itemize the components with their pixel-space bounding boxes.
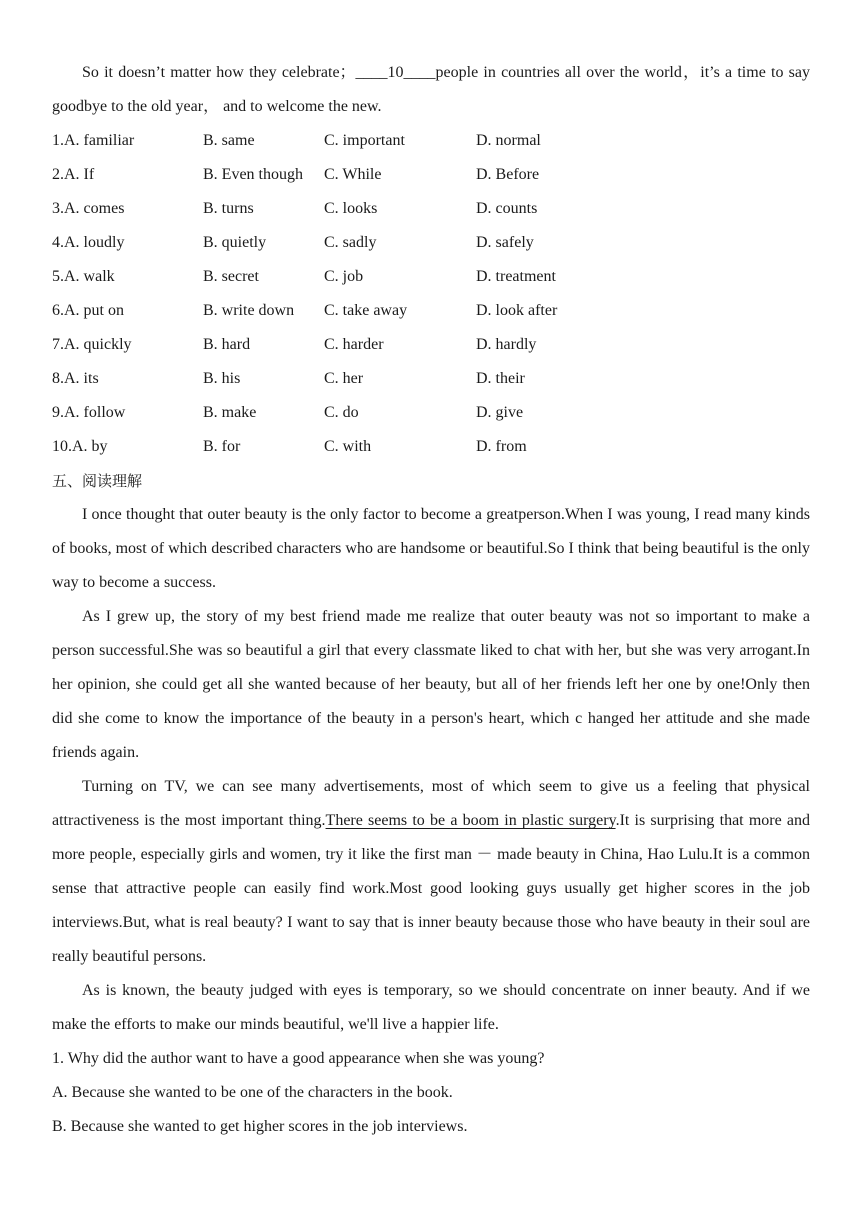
option-c: C. While (324, 166, 382, 183)
option-b: B. secret (203, 268, 259, 285)
option-row (52, 396, 810, 430)
option-d: D. give (476, 404, 524, 421)
paragraph-3-intro: Turning on TV, we can see many advertisements, most of which seem to give us a feeling that physical attractiveness is the most important thing. (52, 778, 810, 829)
option-d: D. treatment (476, 268, 556, 285)
reading-paragraph-3 (52, 770, 810, 974)
document-page (52, 56, 810, 1144)
option-b: B. Even though (203, 166, 303, 183)
option-d: D. counts (476, 200, 538, 217)
section-heading: 五、阅读理解 (52, 472, 143, 490)
option-d: D. Before (476, 166, 540, 183)
option-b: B. same (203, 132, 255, 149)
option-c: C. take away (324, 302, 408, 319)
option-c: C. sadly (324, 234, 377, 251)
option-a: 4.A. loudly (52, 234, 125, 251)
option-row (52, 430, 810, 464)
option-d: D. hardly (476, 336, 537, 353)
option-a: 2.A. If (52, 166, 95, 183)
option-a: 5.A. walk (52, 268, 115, 285)
option-row (52, 328, 810, 362)
option-b: B. quietly (203, 234, 267, 251)
option-b: B. his (203, 370, 241, 387)
option-row (52, 124, 810, 158)
question-1-option-a: A. Because she wanted to be one of the characters in the book. (52, 1084, 453, 1101)
option-b: B. make (203, 404, 257, 421)
option-a: 9.A. follow (52, 404, 126, 421)
cloze-options-list (52, 124, 810, 464)
option-a: 3.A. comes (52, 200, 125, 217)
option-row (52, 294, 810, 328)
option-b: B. hard (203, 336, 251, 353)
reading-paragraph-4: As is known, the beauty judged with eyes is temporary, so we should concentrate on inner beauty. And if we make the efforts to make our minds beautiful, we'll live a happier life. (52, 982, 810, 1033)
option-c: C. her (324, 370, 364, 387)
option-b: B. turns (203, 200, 254, 217)
option-c: C. with (324, 438, 372, 455)
reading-paragraph-2: As I grew up, the story of my best friend made me realize that outer beauty was not so important to make a person successful.She was so beautiful a girl that every classmate liked to chat with her, but she was very arrogant.In her opinion, she could get all she wanted because of her beauty, but all of her friends left her one by one!Only then did she come to know the importance of the beauty in a person's heart, which c hanged her attitude and she made friends again. (52, 608, 810, 761)
option-c: C. job (324, 268, 364, 285)
option-b: B. write down (203, 302, 295, 319)
question-1-stem: 1. Why did the author want to have a good appearance when she was young? (52, 1050, 545, 1067)
option-c: C. important (324, 132, 405, 149)
option-a: 1.A. familiar (52, 132, 135, 149)
option-c: C. looks (324, 200, 378, 217)
option-row (52, 158, 810, 192)
question-1-option-b: B. Because she wanted to get higher scores in the job interviews. (52, 1118, 468, 1135)
option-row (52, 260, 810, 294)
option-row (52, 362, 810, 396)
paragraph-3-rest: .It is surprising that more and more people, especially girls and women, try it like the first man － made beauty in China, Hao Lulu.It is a common sense that attractive people can easily find work.Most good looking guys usually get higher scores in the job interviews.But, what is real beauty? I want to say that is inner beauty because those who have beauty in their soul are really beautiful persons. (52, 812, 811, 965)
option-d: D. normal (476, 132, 541, 149)
option-d: D. their (476, 370, 525, 387)
option-a: 8.A. its (52, 370, 99, 387)
option-d: D. safely (476, 234, 534, 251)
option-row (52, 226, 810, 260)
option-c: C. harder (324, 336, 384, 353)
underlined-sentence: There seems to be a boom in plastic surgery (325, 812, 616, 829)
option-row (52, 192, 810, 226)
option-a: 10.A. by (52, 438, 108, 455)
option-a: 7.A. quickly (52, 336, 132, 353)
option-a: 6.A. put on (52, 302, 124, 319)
reading-paragraph-1: I once thought that outer beauty is the only factor to become a greatperson.When I was young, I read many kinds of books, most of which described characters who are handsome or beautiful.So I think that being beautiful is the only way to become a success. (52, 506, 810, 591)
option-d: D. from (476, 438, 527, 455)
option-c: C. do (324, 404, 359, 421)
cloze-closing-paragraph: So it doesn’t matter how they celebrate；____10____people in countries all over the world，it’s a time to say goodbye to the old year， and to welcome the new. (52, 64, 810, 115)
option-d: D. look after (476, 302, 558, 319)
option-b: B. for (203, 438, 241, 455)
